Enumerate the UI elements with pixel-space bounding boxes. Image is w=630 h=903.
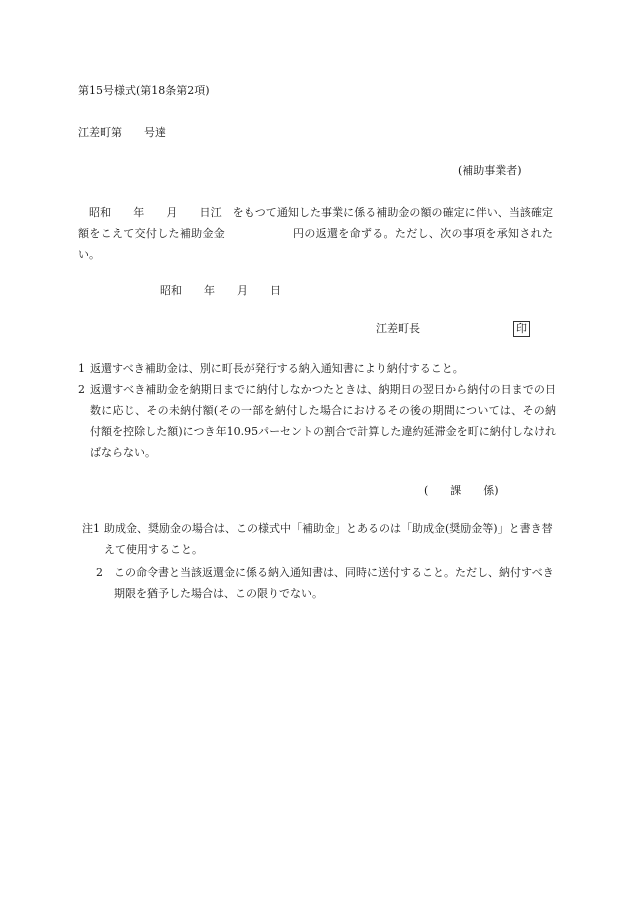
note-text: この命令書と当該返還金に係る納入通知書は、同時に送付すること。ただし、納付すべき期限を猶予した場合は、この限りでない。 [114, 566, 554, 600]
recipient-label: (補助事業者) [458, 164, 522, 177]
item-number: 2 [78, 383, 85, 396]
date-line: 昭和 年 月 日 [160, 284, 281, 297]
note-number: 2 [96, 566, 103, 579]
section-label: ( 課 係) [424, 484, 499, 497]
item-text: 返還すべき補助金を納期日までに納付しなかつたときは、納期日の翌日から納付の日までの日数に応じ、その未納付額(その一部を納付した場合におけるその後の期間については、その納付額を控除した額)につき年10.95パーセントの割合で計算した違約延滞金を町に納付しなければならない。 [90, 383, 556, 459]
body-paragraph: 昭和 年 月 日江 をもつて通知した事業に係る補助金の額の確定に伴い、当該確定額をこえて交付した補助金金 円の返還を命ずる。ただし、次の事項を承知されたい。 [78, 206, 553, 261]
note-item [82, 518, 554, 560]
list-item [78, 379, 556, 463]
document-number: 江差町第 号達 [78, 126, 166, 139]
form-title: 第15号様式(第18条第2項) [78, 84, 210, 97]
note-text: 助成金、奨励金の場合は、この様式中「補助金」とあるのは「助成金(奨励金等)」と書き替えて使用すること。 [104, 522, 553, 556]
seal-text: 印 [513, 321, 530, 337]
seal-mark [513, 321, 530, 337]
note-number: 注1 [82, 522, 100, 535]
note-item [96, 562, 554, 604]
item-number: 1 [78, 362, 85, 375]
list-item [78, 358, 556, 379]
item-text: 返還すべき補助金は、別に町長が発行する納入通知書により納付すること。 [90, 362, 464, 375]
issuer-name: 江差町長 [376, 322, 420, 335]
